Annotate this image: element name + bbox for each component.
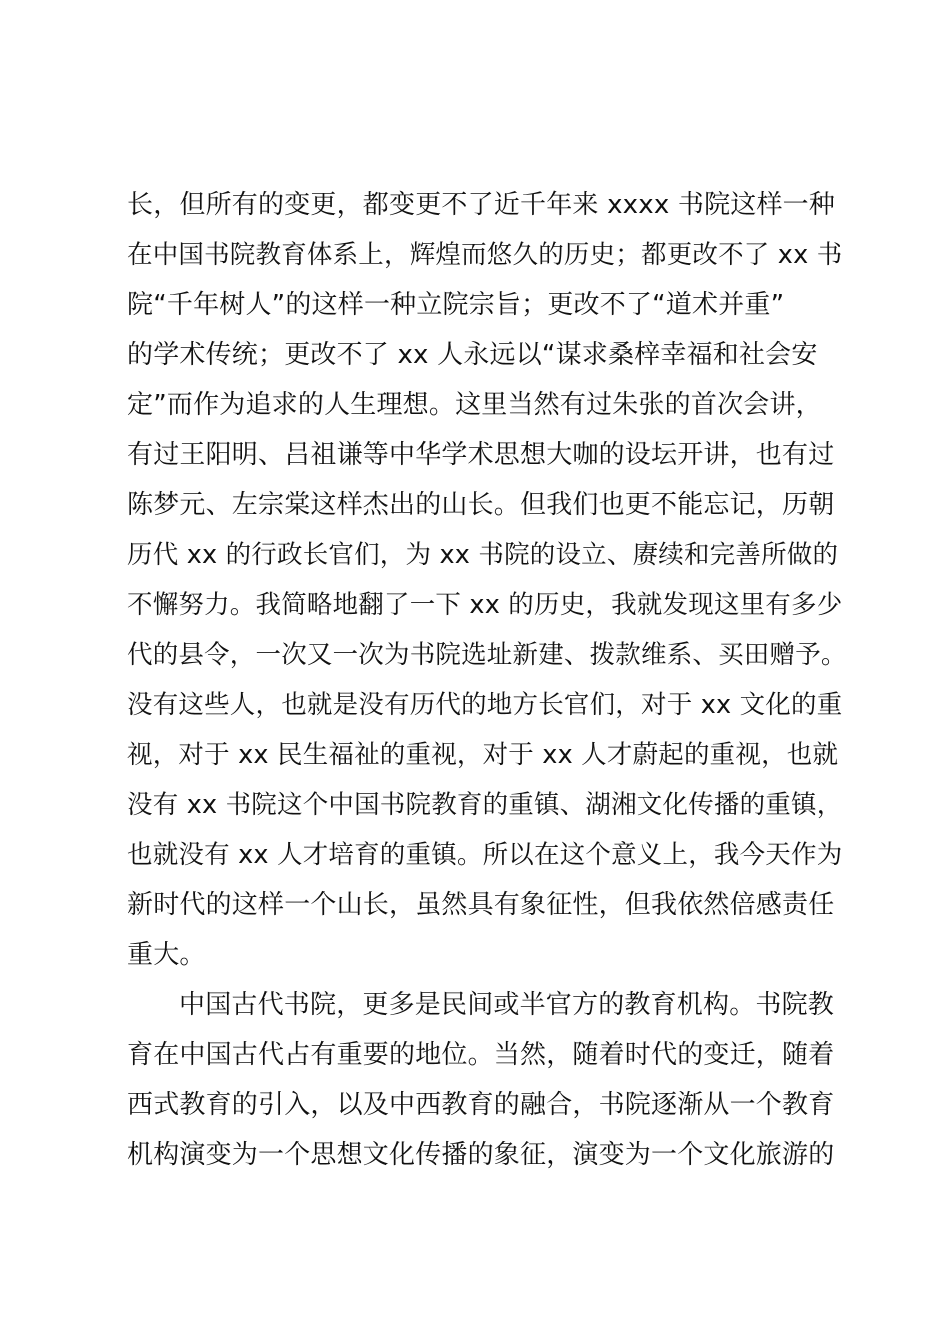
paragraph-1-line-12: 视，对于 xx 民生福祉的重视，对于 xx 人才蔚起的重视，也就 <box>127 740 839 770</box>
paragraph-1-line-9: 不懈努力。我简略地翻了一下 xx 的历史，我就发现这里有多少 <box>127 590 843 620</box>
paragraph-1-line-4: 的学术传统；更改不了 xx 人永远以“谋求桑梓幸福和社会安 <box>127 340 818 370</box>
paragraph-1-line-8: 历代 xx 的行政长官们，为 xx 书院的设立、赓续和完善所做的 <box>127 540 839 570</box>
paragraph-1-line-11: 没有这些人，也就是没有历代的地方长官们，对于 xx 文化的重 <box>127 690 843 720</box>
paragraph-2-line-3: 西式教育的引入，以及中西教育的融合，书院逐渐从一个教育 <box>127 1090 835 1120</box>
paragraph-1-line-3: 院“千年树人”的这样一种立院宗旨；更改不了“道术并重” <box>127 290 785 320</box>
paragraph-1-line-13: 没有 xx 书院这个中国书院教育的重镇、湖湘文化传播的重镇， <box>127 790 843 820</box>
paragraph-2-line-2: 育在中国古代占有重要的地位。当然，随着时代的变迁，随着 <box>127 1040 835 1070</box>
paragraph-1-line-10: 代的县令，一次又一次为书院选址新建、拨款维系、买田赠予。 <box>127 640 847 670</box>
paragraph-2-line-1: 中国古代书院，更多是民间或半官方的教育机构。书院教 <box>179 990 835 1020</box>
paragraph-1-line-16: 重大。 <box>127 940 206 970</box>
paragraph-1-line-2: 在中国书院教育体系上，辉煌而悠久的历史；都更改不了 xx 书 <box>127 240 843 270</box>
paragraph-1-line-7: 陈梦元、左宗棠这样杰出的山长。但我们也更不能忘记，历朝 <box>127 490 835 520</box>
paragraph-1-line-5: 定”而作为追求的人生理想。这里当然有过朱张的首次会讲， <box>127 390 822 420</box>
paragraph-1-line-6: 有过王阳明、吕祖谦等中华学术思想大咖的设坛开讲，也有过 <box>127 440 835 470</box>
paragraph-1-line-14: 也就没有 xx 人才培育的重镇。所以在这个意义上，我今天作为 <box>127 840 843 870</box>
paragraph-2-line-4: 机构演变为一个思想文化传播的象征，演变为一个文化旅游的 <box>127 1140 835 1170</box>
paragraph-1-line-1: 长，但所有的变更，都变更不了近千年来 xxxx 书院这样一种 <box>127 190 836 220</box>
paragraph-1-line-15: 新时代的这样一个山长，虽然具有象征性，但我依然倍感责任 <box>127 890 835 920</box>
